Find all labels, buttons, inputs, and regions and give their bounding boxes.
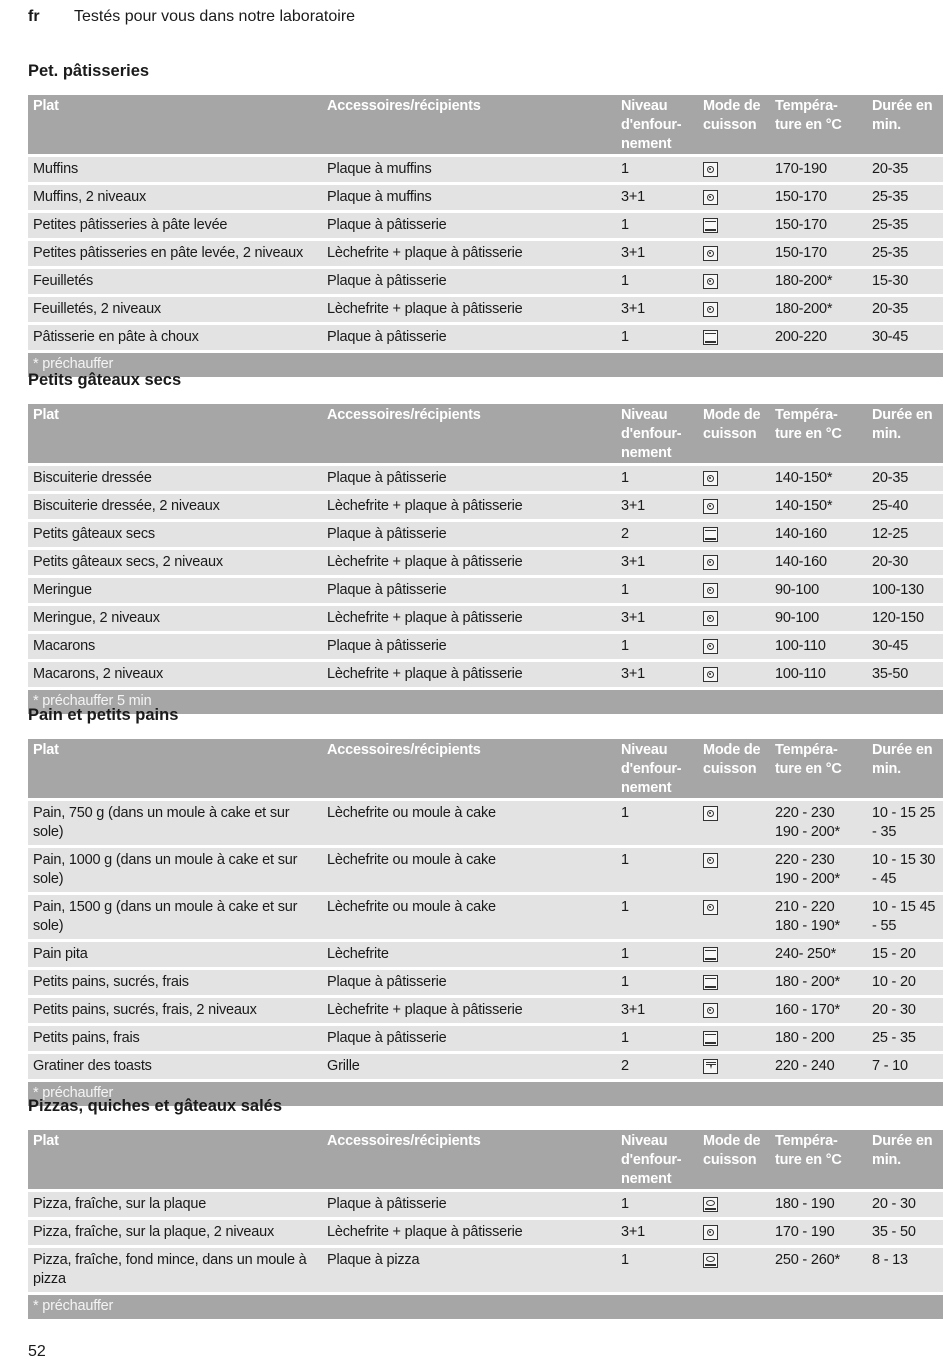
- table-cell: Lèchefrite ou moule à cake: [322, 800, 616, 847]
- table-cell: Lèchefrite + plaque à pâtisserie: [322, 240, 616, 268]
- table-cell: 90-100: [770, 577, 867, 605]
- page-header: [28, 8, 355, 26]
- cooking-mode-cell: [698, 324, 770, 352]
- table-cell: Lèchefrite + plaque à pâtisserie: [322, 605, 616, 633]
- table-row: [28, 605, 943, 633]
- column-header: Durée en min.: [867, 739, 943, 800]
- table-cell: 100-110: [770, 633, 867, 661]
- table-cell: 150-170: [770, 212, 867, 240]
- table-cell: 1: [616, 847, 698, 894]
- table-cell: 170-190: [770, 156, 867, 184]
- table-cell: Lèchefrite + plaque à pâtisserie: [322, 296, 616, 324]
- table-cell: Macarons: [28, 633, 322, 661]
- column-header: Plat: [28, 739, 322, 800]
- table-cell: Biscuiterie dressée, 2 niveaux: [28, 493, 322, 521]
- table-cell: 25-35: [867, 184, 943, 212]
- table-cell: 1: [616, 577, 698, 605]
- table-cell: Plaque à pâtisserie: [322, 324, 616, 352]
- section-title: Pet. pâtisseries: [28, 62, 150, 80]
- table-cell: 30-45: [867, 633, 943, 661]
- column-header: Tempéra-ture en °C: [770, 95, 867, 156]
- table-cell: 220 - 230 190 - 200*: [770, 847, 867, 894]
- fan-icon: [703, 190, 718, 205]
- column-header: Accessoires/récipients: [322, 739, 616, 800]
- baking-table: [28, 95, 943, 377]
- cooking-mode-cell: [698, 156, 770, 184]
- column-header: Accessoires/récipients: [322, 404, 616, 465]
- table-cell: 210 - 220 180 - 190*: [770, 894, 867, 941]
- table-cell: 1: [616, 156, 698, 184]
- table-cell: 3+1: [616, 549, 698, 577]
- table-cell: 1: [616, 212, 698, 240]
- top-bottom-heat-icon: [703, 527, 718, 542]
- fan-icon: [703, 1225, 718, 1240]
- fan-icon: [703, 162, 718, 177]
- column-header: Niveau d'enfour-nement: [616, 95, 698, 156]
- cooking-mode-cell: [698, 184, 770, 212]
- table-cell: Lèchefrite + plaque à pâtisserie: [322, 549, 616, 577]
- table-footnote: * préchauffer 5 min: [28, 689, 943, 715]
- table-cell: Pizza, fraîche, sur la plaque: [28, 1191, 322, 1219]
- table-cell: 1: [616, 800, 698, 847]
- fan-icon: [703, 900, 718, 915]
- table-footnote: * préchauffer: [28, 1081, 943, 1107]
- table-cell: 1: [616, 268, 698, 296]
- fan-icon: [703, 499, 718, 514]
- table-cell: 30-45: [867, 324, 943, 352]
- table-cell: 240- 250*: [770, 941, 867, 969]
- pizza-setting-icon: [703, 1197, 718, 1212]
- table-cell: Petits gâteaux secs: [28, 521, 322, 549]
- table-cell: Pâtisserie en pâte à choux: [28, 324, 322, 352]
- table-cell: Grille: [322, 1053, 616, 1081]
- table-cell: Muffins, 2 niveaux: [28, 184, 322, 212]
- table-cell: 20 - 30: [867, 1191, 943, 1219]
- baking-table: [28, 739, 943, 1106]
- top-bottom-heat-icon: [703, 330, 718, 345]
- fan-icon: [703, 246, 718, 261]
- table-cell: Petits pains, sucrés, frais, 2 niveaux: [28, 997, 322, 1025]
- table-cell: 25-35: [867, 212, 943, 240]
- table-cell: 1: [616, 465, 698, 493]
- table-row: [28, 577, 943, 605]
- table-row: [28, 633, 943, 661]
- table-cell: 150-170: [770, 184, 867, 212]
- table-row: [28, 493, 943, 521]
- fan-icon: [703, 274, 718, 289]
- table-cell: 1: [616, 1191, 698, 1219]
- table-footnote: * préchauffer: [28, 1294, 943, 1320]
- column-header: Niveau d'enfour-nement: [616, 739, 698, 800]
- table-cell: 20-35: [867, 296, 943, 324]
- table-cell: 180-200*: [770, 268, 867, 296]
- cooking-mode-cell: [698, 240, 770, 268]
- table-cell: Petites pâtisseries à pâte levée: [28, 212, 322, 240]
- cooking-mode-cell: [698, 605, 770, 633]
- cooking-mode-cell: [698, 549, 770, 577]
- table-footnote: * préchauffer: [28, 352, 943, 378]
- table-cell: 35 - 50: [867, 1219, 943, 1247]
- table-cell: 220 - 230 190 - 200*: [770, 800, 867, 847]
- fan-icon: [703, 471, 718, 486]
- table-cell: 3+1: [616, 240, 698, 268]
- cooking-mode-cell: [698, 1247, 770, 1294]
- table-cell: 180 - 200*: [770, 969, 867, 997]
- table-cell: 140-150*: [770, 465, 867, 493]
- cooking-mode-cell: [698, 997, 770, 1025]
- column-header: Tempéra-ture en °C: [770, 1130, 867, 1191]
- table-row: [28, 212, 943, 240]
- table-cell: Plaque à pâtisserie: [322, 633, 616, 661]
- cooking-mode-cell: [698, 268, 770, 296]
- table-cell: 2: [616, 1053, 698, 1081]
- section-title: Pain et petits pains: [28, 706, 179, 724]
- table-cell: 15-30: [867, 268, 943, 296]
- fan-icon: [703, 302, 718, 317]
- table-cell: Pain, 1000 g (dans un moule à cake et sur sole): [28, 847, 322, 894]
- table-cell: 3+1: [616, 997, 698, 1025]
- table-cell: Pain, 1500 g (dans un moule à cake et sur sole): [28, 894, 322, 941]
- top-bottom-heat-icon: [703, 975, 718, 990]
- table-cell: 1: [616, 1247, 698, 1294]
- table-cell: 20-35: [867, 465, 943, 493]
- table-cell: Petites pâtisseries en pâte levée, 2 niveaux: [28, 240, 322, 268]
- pizza-setting-icon: [703, 1253, 718, 1268]
- table-cell: 20 - 30: [867, 997, 943, 1025]
- table-cell: Plaque à pâtisserie: [322, 268, 616, 296]
- column-header: Plat: [28, 1130, 322, 1191]
- grill-icon: [703, 1059, 718, 1074]
- table-cell: 220 - 240: [770, 1053, 867, 1081]
- table-cell: 12-25: [867, 521, 943, 549]
- column-header: Niveau d'enfour-nement: [616, 1130, 698, 1191]
- column-header: Durée en min.: [867, 95, 943, 156]
- column-header: Durée en min.: [867, 404, 943, 465]
- cooking-mode-cell: [698, 493, 770, 521]
- table-cell: Muffins: [28, 156, 322, 184]
- language-code: fr: [28, 8, 40, 25]
- table-cell: Plaque à pizza: [322, 1247, 616, 1294]
- table-cell: Lèchefrite + plaque à pâtisserie: [322, 493, 616, 521]
- table-header-row: [28, 739, 943, 800]
- table-cell: Lèchefrite ou moule à cake: [322, 847, 616, 894]
- table-cell: 3+1: [616, 493, 698, 521]
- table-row: [28, 1191, 943, 1219]
- cooking-mode-cell: [698, 1219, 770, 1247]
- table-cell: Plaque à pâtisserie: [322, 521, 616, 549]
- cooking-mode-cell: [698, 465, 770, 493]
- column-header: Mode de cuisson: [698, 95, 770, 156]
- table-cell: 10 - 15 45 - 55: [867, 894, 943, 941]
- table-cell: 25-35: [867, 240, 943, 268]
- table-cell: Pizza, fraîche, sur la plaque, 2 niveaux: [28, 1219, 322, 1247]
- table-cell: 100-110: [770, 661, 867, 689]
- table-cell: Plaque à pâtisserie: [322, 577, 616, 605]
- table-cell: 90-100: [770, 605, 867, 633]
- table-header-row: [28, 1130, 943, 1191]
- table-cell: Plaque à pâtisserie: [322, 212, 616, 240]
- baking-table: [28, 1130, 943, 1319]
- top-bottom-heat-icon: [703, 947, 718, 962]
- table-row: [28, 661, 943, 689]
- table-header-row: [28, 95, 943, 156]
- cooking-mode-cell: [698, 1053, 770, 1081]
- table-cell: Biscuiterie dressée: [28, 465, 322, 493]
- table-row: [28, 156, 943, 184]
- table-cell: 250 - 260*: [770, 1247, 867, 1294]
- table-cell: 140-160: [770, 549, 867, 577]
- table-cell: 1: [616, 633, 698, 661]
- table-cell: 120-150: [867, 605, 943, 633]
- table-cell: 140-160: [770, 521, 867, 549]
- table-cell: 10 - 20: [867, 969, 943, 997]
- table-cell: 20-30: [867, 549, 943, 577]
- table-row: [28, 1247, 943, 1294]
- top-bottom-heat-icon: [703, 1031, 718, 1046]
- table-row: [28, 240, 943, 268]
- table-cell: Pain, 750 g (dans un moule à cake et sur sole): [28, 800, 322, 847]
- table-cell: Feuilletés: [28, 268, 322, 296]
- table-row: [28, 296, 943, 324]
- cooking-mode-cell: [698, 941, 770, 969]
- table-row: [28, 941, 943, 969]
- table-cell: 1: [616, 894, 698, 941]
- table-cell: 25-40: [867, 493, 943, 521]
- table-row: [28, 1219, 943, 1247]
- table-cell: 1: [616, 941, 698, 969]
- column-header: Durée en min.: [867, 1130, 943, 1191]
- table-cell: Plaque à pâtisserie: [322, 1025, 616, 1053]
- table-cell: 1: [616, 1025, 698, 1053]
- fan-icon: [703, 555, 718, 570]
- table-cell: 20-35: [867, 156, 943, 184]
- table-row: [28, 324, 943, 352]
- column-header: Mode de cuisson: [698, 1130, 770, 1191]
- fan-icon: [703, 611, 718, 626]
- table-cell: Lèchefrite: [322, 941, 616, 969]
- table-row: [28, 549, 943, 577]
- table-cell: 3+1: [616, 605, 698, 633]
- table-cell: 180 - 190: [770, 1191, 867, 1219]
- table-row: [28, 268, 943, 296]
- column-header: Tempéra-ture en °C: [770, 404, 867, 465]
- table-cell: 10 - 15 25 - 35: [867, 800, 943, 847]
- table-cell: Lèchefrite ou moule à cake: [322, 894, 616, 941]
- section-title: Petits gâteaux secs: [28, 371, 182, 389]
- table-cell: 7 - 10: [867, 1053, 943, 1081]
- table-cell: 3+1: [616, 1219, 698, 1247]
- table-row: [28, 894, 943, 941]
- table-cell: Macarons, 2 niveaux: [28, 661, 322, 689]
- cooking-mode-cell: [698, 661, 770, 689]
- table-row: [28, 184, 943, 212]
- table-cell: 3+1: [616, 661, 698, 689]
- column-header: Tempéra-ture en °C: [770, 739, 867, 800]
- table-cell: 1: [616, 324, 698, 352]
- table-cell: 180 - 200: [770, 1025, 867, 1053]
- cooking-mode-cell: [698, 969, 770, 997]
- table-cell: 150-170: [770, 240, 867, 268]
- header-title: Testés pour vous dans notre laboratoire: [74, 8, 356, 25]
- column-header: Mode de cuisson: [698, 404, 770, 465]
- table-cell: 3+1: [616, 184, 698, 212]
- column-header: Plat: [28, 404, 322, 465]
- column-header: Accessoires/récipients: [322, 1130, 616, 1191]
- table-cell: 1: [616, 969, 698, 997]
- table-cell: 35-50: [867, 661, 943, 689]
- table-cell: Pain pita: [28, 941, 322, 969]
- table-row: [28, 800, 943, 847]
- table-cell: 8 - 13: [867, 1247, 943, 1294]
- column-header: Accessoires/récipients: [322, 95, 616, 156]
- fan-icon: [703, 639, 718, 654]
- cooking-mode-cell: [698, 577, 770, 605]
- table-cell: 3+1: [616, 296, 698, 324]
- column-header: Plat: [28, 95, 322, 156]
- table-row: [28, 1025, 943, 1053]
- section-title: Pizzas, quiches et gâteaux salés: [28, 1097, 283, 1115]
- table-cell: Plaque à pâtisserie: [322, 969, 616, 997]
- fan-icon: [703, 1003, 718, 1018]
- cooking-mode-cell: [698, 296, 770, 324]
- column-header: Mode de cuisson: [698, 739, 770, 800]
- table-row: [28, 465, 943, 493]
- table-cell: 160 - 170*: [770, 997, 867, 1025]
- page-number: 52: [28, 1343, 46, 1360]
- cooking-mode-cell: [698, 521, 770, 549]
- table-cell: 180-200*: [770, 296, 867, 324]
- table-header-row: [28, 404, 943, 465]
- table-cell: Pizza, fraîche, fond mince, dans un moule à pizza: [28, 1247, 322, 1294]
- fan-icon: [703, 667, 718, 682]
- table-cell: Plaque à pâtisserie: [322, 465, 616, 493]
- table-row: [28, 969, 943, 997]
- table-cell: Feuilletés, 2 niveaux: [28, 296, 322, 324]
- table-cell: Plaque à muffins: [322, 184, 616, 212]
- cooking-mode-cell: [698, 800, 770, 847]
- table-cell: Plaque à muffins: [322, 156, 616, 184]
- cooking-mode-cell: [698, 633, 770, 661]
- table-cell: 100-130: [867, 577, 943, 605]
- table-row: [28, 997, 943, 1025]
- table-cell: Meringue, 2 niveaux: [28, 605, 322, 633]
- table-cell: Petits pains, sucrés, frais: [28, 969, 322, 997]
- baking-table: [28, 404, 943, 714]
- table-cell: Gratiner des toasts: [28, 1053, 322, 1081]
- cooking-mode-cell: [698, 847, 770, 894]
- table-cell: 15 - 20: [867, 941, 943, 969]
- table-cell: Plaque à pâtisserie: [322, 1191, 616, 1219]
- table-cell: Petits gâteaux secs, 2 niveaux: [28, 549, 322, 577]
- table-cell: Lèchefrite + plaque à pâtisserie: [322, 1219, 616, 1247]
- fan-icon: [703, 853, 718, 868]
- table-row: [28, 521, 943, 549]
- table-cell: Lèchefrite + plaque à pâtisserie: [322, 661, 616, 689]
- table-cell: 170 - 190: [770, 1219, 867, 1247]
- table-cell: Petits pains, frais: [28, 1025, 322, 1053]
- top-bottom-heat-icon: [703, 218, 718, 233]
- column-header: Niveau d'enfour-nement: [616, 404, 698, 465]
- table-cell: Lèchefrite + plaque à pâtisserie: [322, 997, 616, 1025]
- table-cell: 2: [616, 521, 698, 549]
- table-cell: 25 - 35: [867, 1025, 943, 1053]
- fan-icon: [703, 583, 718, 598]
- table-cell: Meringue: [28, 577, 322, 605]
- table-row: [28, 847, 943, 894]
- cooking-mode-cell: [698, 212, 770, 240]
- cooking-mode-cell: [698, 1191, 770, 1219]
- cooking-mode-cell: [698, 1025, 770, 1053]
- table-row: [28, 1053, 943, 1081]
- table-cell: 140-150*: [770, 493, 867, 521]
- table-cell: 200-220: [770, 324, 867, 352]
- cooking-mode-cell: [698, 894, 770, 941]
- table-cell: 10 - 15 30 - 45: [867, 847, 943, 894]
- fan-icon: [703, 806, 718, 821]
